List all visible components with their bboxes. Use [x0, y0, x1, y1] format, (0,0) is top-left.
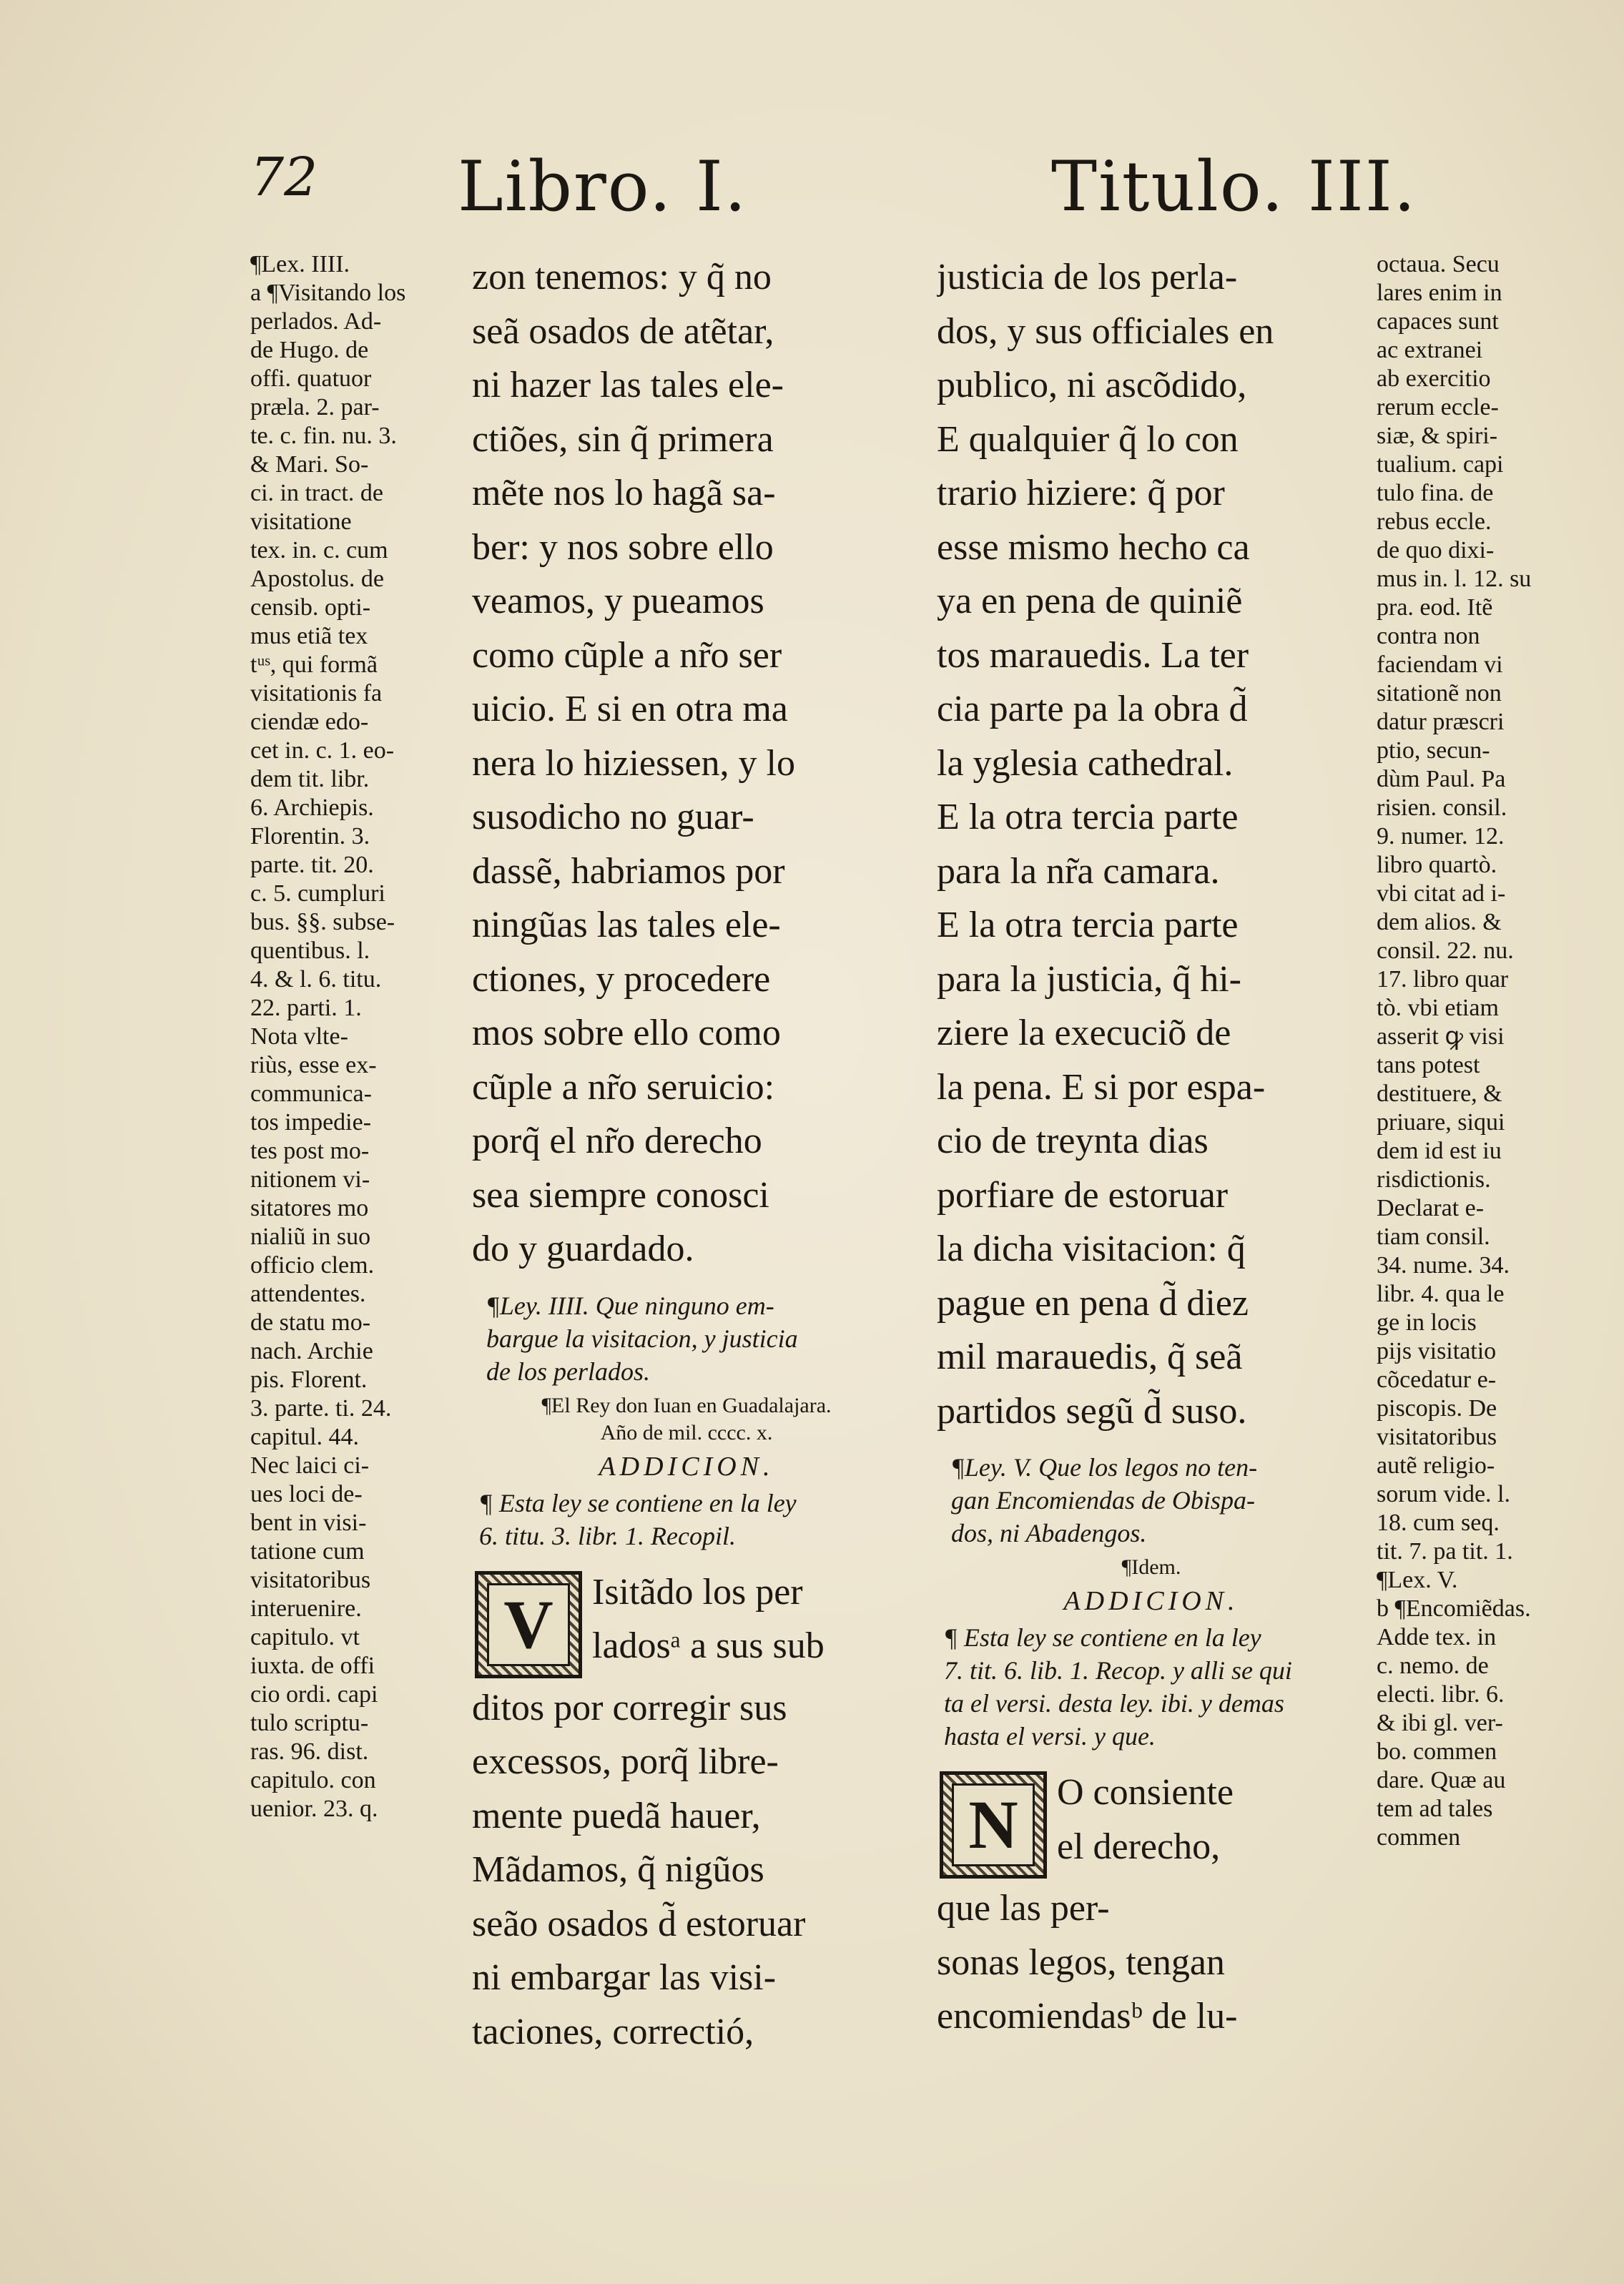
- text-line: cia parte pa la obra d̃: [937, 689, 1248, 729]
- text-line: justicia de los perla-: [937, 257, 1238, 297]
- text-line: ctiones, y procedere: [472, 958, 771, 1000]
- drop-cap-v-icon: [475, 1571, 582, 1678]
- addicion-text: ¶ Esta ley se contiene en la ley 7. tit. 6. lib. 1. Recop. y alli se qui ta el versi. desta ley. ibi. y demas hasta el versi. y que.: [944, 1623, 1292, 1751]
- text-line: seã osados de atẽtar,: [472, 310, 774, 352]
- text-line: para la nr̃a camara.: [937, 850, 1220, 892]
- rubric-ley-v: ¶Ley. V. Que los legos no ten- gan Encomiendas de Obispa- dos, ni Abadengos.: [951, 1453, 1258, 1547]
- text-line: publico, ni ascõdido,: [937, 365, 1247, 405]
- text-line: pague en pena d̃ diez: [937, 1282, 1249, 1324]
- text-line: ningũas las tales ele-: [472, 905, 781, 945]
- main-column-left: [472, 250, 901, 2131]
- text-line: la dicha visitacion: q̃: [937, 1229, 1246, 1269]
- gloss-right-text: octaua. Secu lares enim in capaces sunt ac extranei ab exercitio rerum eccle- siæ, & spiri- tualium. capi tulo fina. de rebus eccle. de quo dixi- mus in. l. 12. su pra. eod. Itẽ contra non faciendam vi sitationẽ non datur præscri ptio, secun- dùm Paul. Pa risien. consil. 9. numer. 12. libro quartò. vbi citat ad i- dem alios. & consil. 22. nu. 17. libro quar tò. vbi etiam asserit ꝙ visi tans potest destituere, & priuare, siqui dem id est iu risdictionis. Declarat e- tiam consil. 34. nume. 34. libr. 4. qua le ge in locis pijs visitatio cõcedatur e- piscopis. De visitatoribus autẽ religio- sorum vide. l. 18. cum seq. tit. 7. pa tit. 1. ¶Lex. V. b ¶Encomiẽdas. Adde tex. in c. nemo. de electi. libr. 6. & ibi gl. ver- bo. commen dare. Quæ au tem ad tales commen: [1377, 251, 1532, 1851]
- page-header: [0, 147, 1624, 232]
- text-line: O consiente: [1057, 1772, 1234, 1813]
- text-line: el derecho,: [1057, 1826, 1221, 1867]
- folio-number: 72: [250, 147, 318, 208]
- law-v-body: [937, 1766, 1366, 2044]
- text-line: ladosᵃ a sus sub: [592, 1625, 825, 1666]
- text-line: cio de treynta dias: [937, 1121, 1209, 1161]
- text-line: ctiões, sin q̃ primera: [472, 418, 774, 460]
- text-line: dassẽ, habriamos por: [472, 850, 785, 892]
- left-marginal-gloss: [250, 250, 465, 2131]
- main-column-right: [937, 250, 1366, 2131]
- law-text-continuation: [937, 250, 1366, 1438]
- text-line: ni embargar las visi-: [472, 1957, 777, 1998]
- drop-cap-n-icon: [940, 1771, 1047, 1879]
- addicion-text: ¶ Esta ley se contiene en la ley 6. titu. 3. libr. 1. Recopil.: [479, 1488, 797, 1550]
- text-line: Isitãdo los per: [592, 1571, 803, 1613]
- text-line: mil marauedis, q̃ seã: [937, 1337, 1243, 1377]
- text-line: E qualquier q̃ lo con: [937, 418, 1239, 460]
- right-marginal-gloss: [1377, 250, 1584, 2131]
- text-line: esse mismo hecho ca: [937, 526, 1250, 568]
- text-line: ziere la execuciõ de: [937, 1013, 1231, 1053]
- text-line: partidos segũ d̃ suso.: [937, 1390, 1247, 1432]
- text-line: sonas legos, tengan: [937, 1941, 1225, 1983]
- text-line: uicio. E si en otra ma: [472, 689, 788, 729]
- text-line: mos sobre ello como: [472, 1013, 781, 1053]
- source-note-guadalajara: ¶El Rey don Iuan en Guadalajara. Año de mil. cccc. x.: [541, 1393, 832, 1444]
- law-iiii-body: [472, 1565, 901, 2059]
- text-line: porfiare de estoruar: [937, 1174, 1229, 1216]
- text-line: cũple a nr̃o seruicio:: [472, 1066, 775, 1108]
- law-text-continuation: [472, 250, 901, 1276]
- text-line: la pena. E si por espa-: [937, 1066, 1266, 1108]
- text-line: Mãdamos, q̃ nigũos: [472, 1849, 764, 1890]
- text-line: nera lo hiziessen, y lo: [472, 742, 795, 784]
- text-line: sea siempre conosci: [472, 1174, 769, 1216]
- text-line: E la otra tercia parte: [937, 905, 1239, 945]
- text-line: ditos por corregir sus: [472, 1687, 787, 1728]
- running-head-libro: Libro. I.: [458, 147, 748, 227]
- text-line: zon tenemos: y q̃ no: [472, 257, 772, 297]
- text-line: ni hazer las tales ele-: [472, 365, 784, 405]
- rubric-ley-iiii: ¶Ley. IIII. Que ninguno em- bargue la visitacion, y justicia de los perlados.: [486, 1291, 798, 1386]
- text-line: trario hiziere: q̃ por: [937, 473, 1225, 513]
- text-line: porq̃ el nr̃o derecho: [472, 1121, 762, 1161]
- text-line: excessos, porq̃ libre-: [472, 1741, 779, 1782]
- text-line: veamos, y pueamos: [472, 581, 764, 621]
- text-line: ya en pena de quiniẽ: [937, 581, 1243, 621]
- addicion-heading: ADDICION.: [1063, 1586, 1239, 1616]
- addicion-heading: ADDICION.: [599, 1451, 774, 1482]
- text-line: tos marauedis. La ter: [937, 634, 1249, 676]
- text-line: mente puedã hauer,: [472, 1795, 761, 1836]
- text-line: la yglesia cathedral.: [937, 742, 1234, 784]
- gloss-left-text: a ¶Visitando los perlados. Ad- de Hugo. de offi. quatuor præla. 2. par- te. c. fin. nu. 3. & Mari. So- ci. in tract. de visitatione tex. in. c. cum Apostolus. de censib. opti- mus etiã tex tᵘˢ, qui formã visitationis fa ciendæ edo- cet in. c. 1. eo- dem tit. libr. 6. Archiepis. Florentin. 3. parte. tit. 20. c. 5. cumpluri bus. §§. subse- quentibus. l. 4. & l. 6. titu. 22. parti. 1. Nota vlte- riùs, esse ex- communica- tos impedie- tes post mo- nitionem vi- sitatores mo nialiũ in suo officio clem. attendentes. de statu mo- nach. Archie pis. Florent. 3. parte. ti. 24. capitul. 44. Nec laici ci- ues loci de- bent in visi- tatione cum visitatoribus interuenire. capitulo. vt iuxta. de offi cio ordi. capi tulo scriptu- ras. 96. dist. capitulo. con uenior. 23. q.: [250, 280, 406, 1822]
- text-line: que las per-: [937, 1888, 1110, 1929]
- gloss-head-lex-iiii: ¶Lex. IIII.: [250, 251, 350, 277]
- running-head-titulo: Titulo. III.: [1051, 147, 1417, 227]
- text-line: encomiendasᵇ de lu-: [937, 1996, 1238, 2037]
- text-line: como cũple a nr̃o ser: [472, 634, 782, 676]
- text-line: seão osados d̃ estoruar: [472, 1903, 806, 1944]
- text-line: susodicho no guar-: [472, 797, 754, 837]
- text-line: dos, y sus officiales en: [937, 310, 1274, 352]
- text-line: mẽte nos lo hagã sa-: [472, 473, 776, 513]
- text-line: para la justicia, q̃ hi-: [937, 958, 1241, 1000]
- drop-cap-letter: N: [952, 1783, 1035, 1866]
- drop-cap-letter: V: [487, 1583, 570, 1666]
- text-line: taciones, correctió,: [472, 2011, 754, 2052]
- source-note-idem: ¶Idem.: [1121, 1555, 1181, 1579]
- text-line: E la otra tercia parte: [937, 797, 1239, 837]
- text-line: ber: y nos sobre ello: [472, 526, 774, 568]
- text-line: do y guardado.: [472, 1229, 694, 1269]
